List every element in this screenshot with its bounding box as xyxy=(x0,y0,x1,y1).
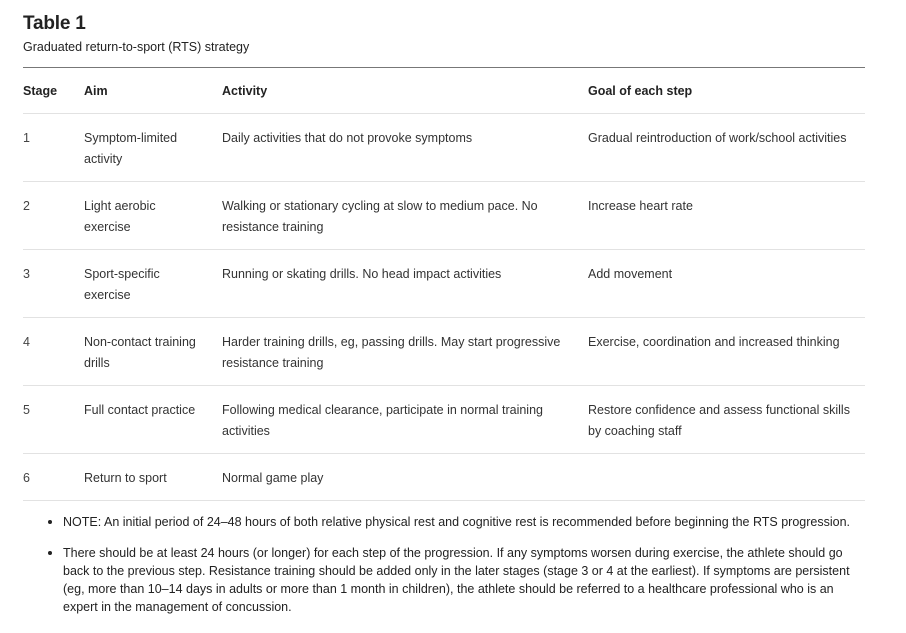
cell-activity xyxy=(222,318,588,386)
goal-text: Add movement xyxy=(588,267,673,281)
activity-text: Walking or stationary cycling at slow to medium pace. No resistance training xyxy=(222,199,538,234)
table-row xyxy=(23,250,865,318)
cell-aim xyxy=(84,454,222,501)
table-caption: Graduated return-to-sport (RTS) strategy xyxy=(23,40,250,54)
table-row xyxy=(23,386,865,454)
cell-goal xyxy=(588,386,865,454)
aim-text: Light aerobic exercise xyxy=(84,199,156,234)
cell-goal xyxy=(588,182,865,250)
note-text: NOTE: An initial period of 24–48 hours of both relative physical rest and cognitive rest is recommended before beginning the RTS progression. xyxy=(63,515,851,529)
cell-stage: 1 xyxy=(23,114,84,182)
table-row xyxy=(23,318,865,386)
aim-text: Return to sport xyxy=(84,471,167,485)
activity-text: Harder training drills, eg, passing drills. May start progressive resistance training xyxy=(222,335,561,370)
cell-goal xyxy=(588,250,865,318)
cell-aim xyxy=(84,250,222,318)
cell-activity xyxy=(222,250,588,318)
aim-text: Non-contact training drills xyxy=(84,335,196,370)
cell-activity xyxy=(222,114,588,182)
note-item xyxy=(63,544,865,616)
column-header-activity: Activity xyxy=(222,68,588,114)
table-notes xyxy=(23,513,865,616)
bullet-icon xyxy=(48,551,52,555)
cell-stage: 2 xyxy=(23,182,84,250)
column-header-aim: Aim xyxy=(84,68,222,114)
column-header-goal: Goal of each step xyxy=(588,68,865,114)
cell-stage: 4 xyxy=(23,318,84,386)
cell-aim xyxy=(84,114,222,182)
cell-stage: 6 xyxy=(23,454,84,501)
table-title: Table 1 xyxy=(23,13,86,34)
aim-text: Full contact practice xyxy=(84,403,196,417)
cell-aim xyxy=(84,182,222,250)
cell-activity xyxy=(222,454,588,501)
cell-stage: 3 xyxy=(23,250,84,318)
cell-goal xyxy=(588,454,865,501)
table-row xyxy=(23,114,865,182)
goal-text: Increase heart rate xyxy=(588,199,693,213)
goal-text: Exercise, coordination and increased thinking xyxy=(588,335,840,349)
table-row xyxy=(23,454,865,501)
activity-text: Running or skating drills. No head impact activities xyxy=(222,267,502,281)
note-item xyxy=(63,513,865,531)
table-figure xyxy=(23,12,865,629)
activity-text: Daily activities that do not provoke symptoms xyxy=(222,131,473,145)
aim-text: Sport-specific exercise xyxy=(84,267,160,302)
cell-aim xyxy=(84,318,222,386)
cell-activity xyxy=(222,386,588,454)
aim-text: Symptom-limited activity xyxy=(84,131,178,166)
cell-goal xyxy=(588,318,865,386)
goal-text: Gradual reintroduction of work/school activities xyxy=(588,131,847,145)
table-header-row xyxy=(23,68,865,114)
column-header-stage: Stage xyxy=(23,68,84,114)
activity-text: Following medical clearance, participate in normal training activities xyxy=(222,403,543,438)
goal-text: Restore confidence and assess functional skills by coaching staff xyxy=(588,403,850,438)
cell-stage: 5 xyxy=(23,386,84,454)
cell-goal xyxy=(588,114,865,182)
note-text: There should be at least 24 hours (or longer) for each step of the progression. If any symptoms worsen during exercise, the athlete should go back to the previous step. Resistance training should be added only in the later stages (stage 3 or 4 at the earliest). If symptoms are persistent (eg, more than 10–14 days in adults or more than 1 month in children), the athlete should be referred to a healthcare professional who is an expert in the management of concussion. xyxy=(63,546,850,614)
cell-activity xyxy=(222,182,588,250)
table-row xyxy=(23,182,865,250)
cell-aim xyxy=(84,386,222,454)
rts-strategy-table xyxy=(23,68,865,501)
activity-text: Normal game play xyxy=(222,471,324,485)
bullet-icon xyxy=(48,520,52,524)
